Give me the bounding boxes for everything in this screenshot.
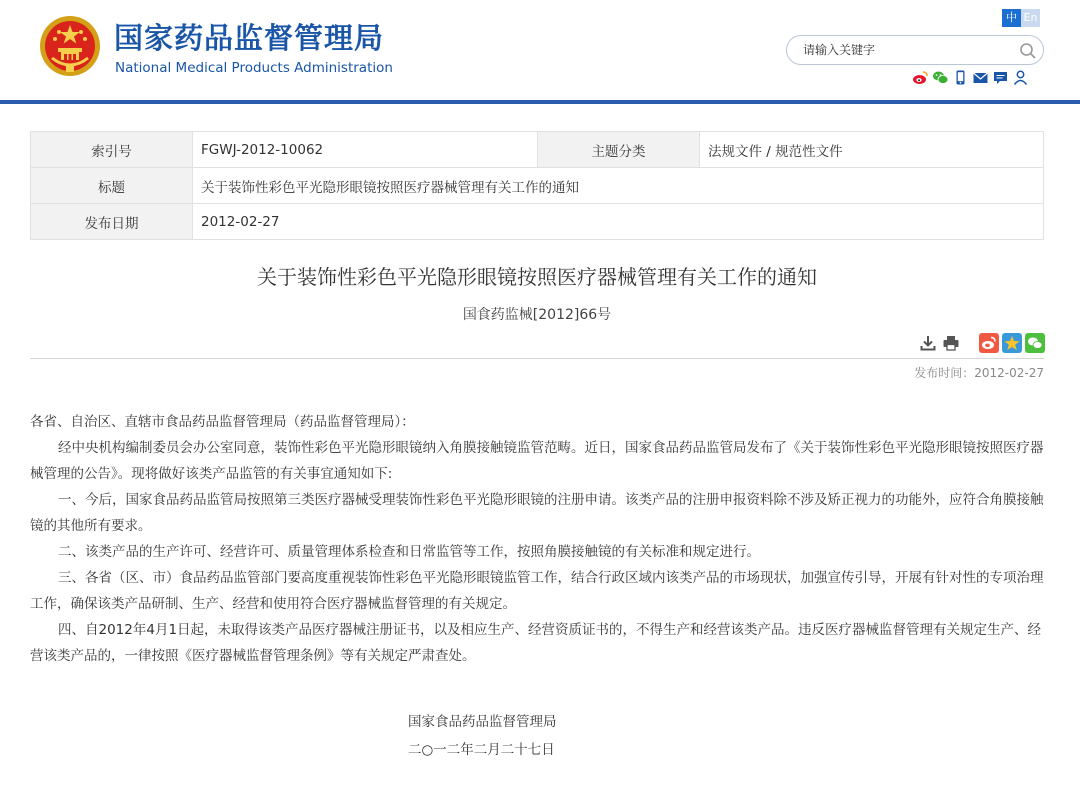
meta-index-label: 索引号 [31,132,193,168]
meta-date-label: 发布日期 [31,204,193,240]
body-paragraph: 三、各省（区、市）食品药品监管部门要高度重视装饰性彩色平光隐形眼镜监管工作，结合行政区域内该类产品的市场现状，加强宣传引导，开展有针对性的专项治理工作，确保该类产品研制、生产、经营和使用符合医疗器械监督管理的有关规定。 [30,570,1044,612]
download-icon[interactable] [918,333,938,353]
search-input[interactable] [803,40,1003,60]
search-icon[interactable] [1019,42,1037,60]
signature-block [408,708,557,764]
signature-organization: 国家食品药品监督管理局 [408,714,557,730]
social-links [912,69,1029,86]
document-number: 国食药监械[2012]66号 [462,307,612,323]
document-tools [918,333,1045,353]
meta-title-value: 关于装饰性彩色平光隐形眼镜按照医疗器械管理有关工作的通知 [193,168,1044,204]
user-icon[interactable] [1012,69,1029,86]
national-emblem-icon[interactable] [38,14,102,78]
share-qzone-icon[interactable] [1002,333,1022,353]
share-wechat-icon[interactable] [1025,333,1045,353]
print-icon[interactable] [941,333,961,353]
mail-icon[interactable] [972,69,989,86]
search-box [786,35,1044,65]
meta-index-value: FGWJ-2012-10062 [193,132,538,168]
document-meta-table [30,131,1044,240]
wechat-icon[interactable] [932,69,949,86]
mobile-icon[interactable] [952,69,969,86]
weibo-icon[interactable] [912,69,929,86]
body-paragraph: 一、今后，国家食品药品监管局按照第三类医疗器械受理装饰性彩色平光隐形眼镜的注册申请。该类产品的注册申报资料除不涉及矫正视力的功能外，应符合角膜接触镜的其他所有要求。 [30,492,1044,534]
document-title: 关于装饰性彩色平光隐形眼镜按照医疗器械管理有关工作的通知 [257,265,817,289]
site-header [0,0,1080,104]
salutation: 各省、自治区、直辖市食品药品监督管理局（药品监督管理局）： [30,414,415,430]
site-title-cn[interactable]: 国家药品监督管理局 [114,21,385,55]
meta-row [31,168,1044,204]
publish-time: 发布时间：2012-02-27 [914,366,1044,380]
meta-row [31,204,1044,240]
content-divider [30,358,1044,359]
meta-row [31,132,1044,168]
header-divider [0,100,1080,104]
document-body [30,409,1046,669]
lang-en-button[interactable]: En [1021,9,1040,27]
body-paragraph: 二、该类产品的生产许可、经营许可、质量管理体系检查和日常监管等工作，按照角膜接触镜的有关标准和规定进行。 [58,544,760,560]
site-title-en[interactable]: National Medical Products Administration [115,60,393,76]
lang-cn-button[interactable]: 中 [1002,9,1021,27]
meta-title-label: 标题 [31,168,193,204]
meta-date-value: 2012-02-27 [193,204,1044,240]
language-switch [1002,9,1040,27]
meta-category-label: 主题分类 [538,132,700,168]
meta-category-value: 法规文件 / 规范性文件 [700,132,1044,168]
body-paragraph: 四、自2012年4月1日起，未取得该类产品医疗器械注册证书，以及相应生产、经营资质证书的，不得生产和经营该类产品。违反医疗器械监督管理有关规定生产、经营该类产品的，一律按照《医疗器械监督管理条例》等有关规定严肃查处。 [30,622,1042,664]
body-paragraph: 经中央机构编制委员会办公室同意，装饰性彩色平光隐形眼镜纳入角膜接触镜监管范畴。近日，国家食品药品监管局发布了《关于装饰性彩色平光隐形眼镜按照医疗器械管理的公告》。现将做好该类产品监管的有关事宜通知如下: [30,440,1044,482]
share-weibo-icon[interactable] [979,333,999,353]
signature-date: 二○一二年二月二十七日 [408,742,555,758]
message-icon[interactable] [992,69,1009,86]
